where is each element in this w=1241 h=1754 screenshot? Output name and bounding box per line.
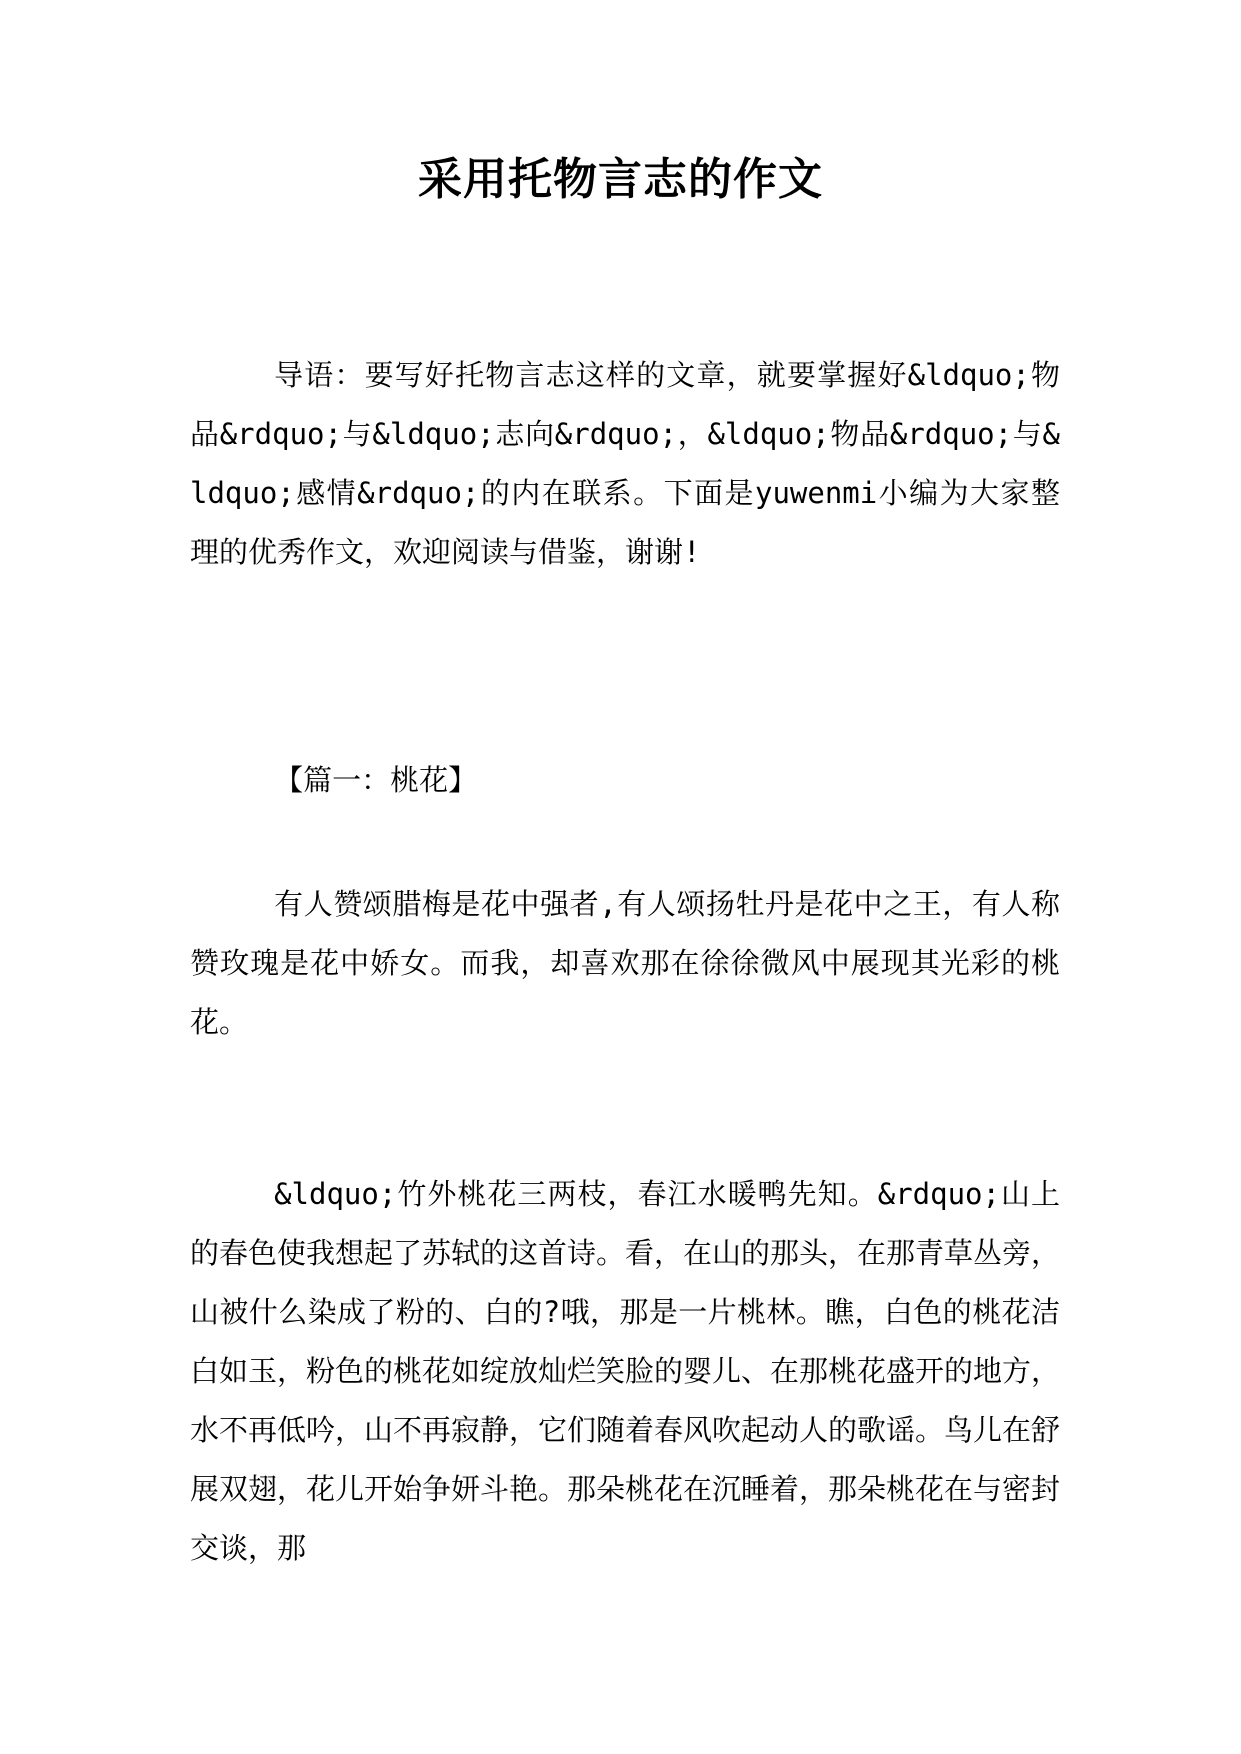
body-paragraph: 有人赞颂腊梅是花中强者,有人颂扬牡丹是花中之王，有人称赞玫瑰是花中娇女。而我，却喜欢那在徐徐微风中展现其光彩的桃花。 — [190, 887, 1060, 1039]
section-heading: 【篇一：桃花】 — [274, 763, 478, 797]
intro-paragraph: 导语：要写好托物言志这样的文章，就要掌握好&ldquo;物品&rdquo;与&ldquo;志向&rdquo;，&ldquo;物品&rdquo;与&ldquo;感情&rdquo;的内在联系。下面是yuwenmi小编为大家整理的优秀作文，欢迎阅读与借鉴，谢谢! — [190, 358, 1060, 569]
body-paragraph: &ldquo;竹外桃花三两枝，春江水暖鸭先知。&rdquo;山上的春色使我想起了苏轼的这首诗。看，在山的那头，在那青草丛旁，山被什么染成了粉的、白的?哦，那是一片桃林。瞧，白色的桃花洁白如玉，粉色的桃花如绽放灿烂笑脸的婴儿、在那桃花盛开的地方，水不再低吟，山不再寂静，它们随着春风吹起动人的歌谣。鸟儿在舒展双翅，花儿开始争妍斗艳。那朵桃花在沉睡着，那朵桃花在与密封交谈，那 — [190, 1177, 1061, 1565]
document-title: 采用托物言志的作文 — [418, 154, 823, 205]
